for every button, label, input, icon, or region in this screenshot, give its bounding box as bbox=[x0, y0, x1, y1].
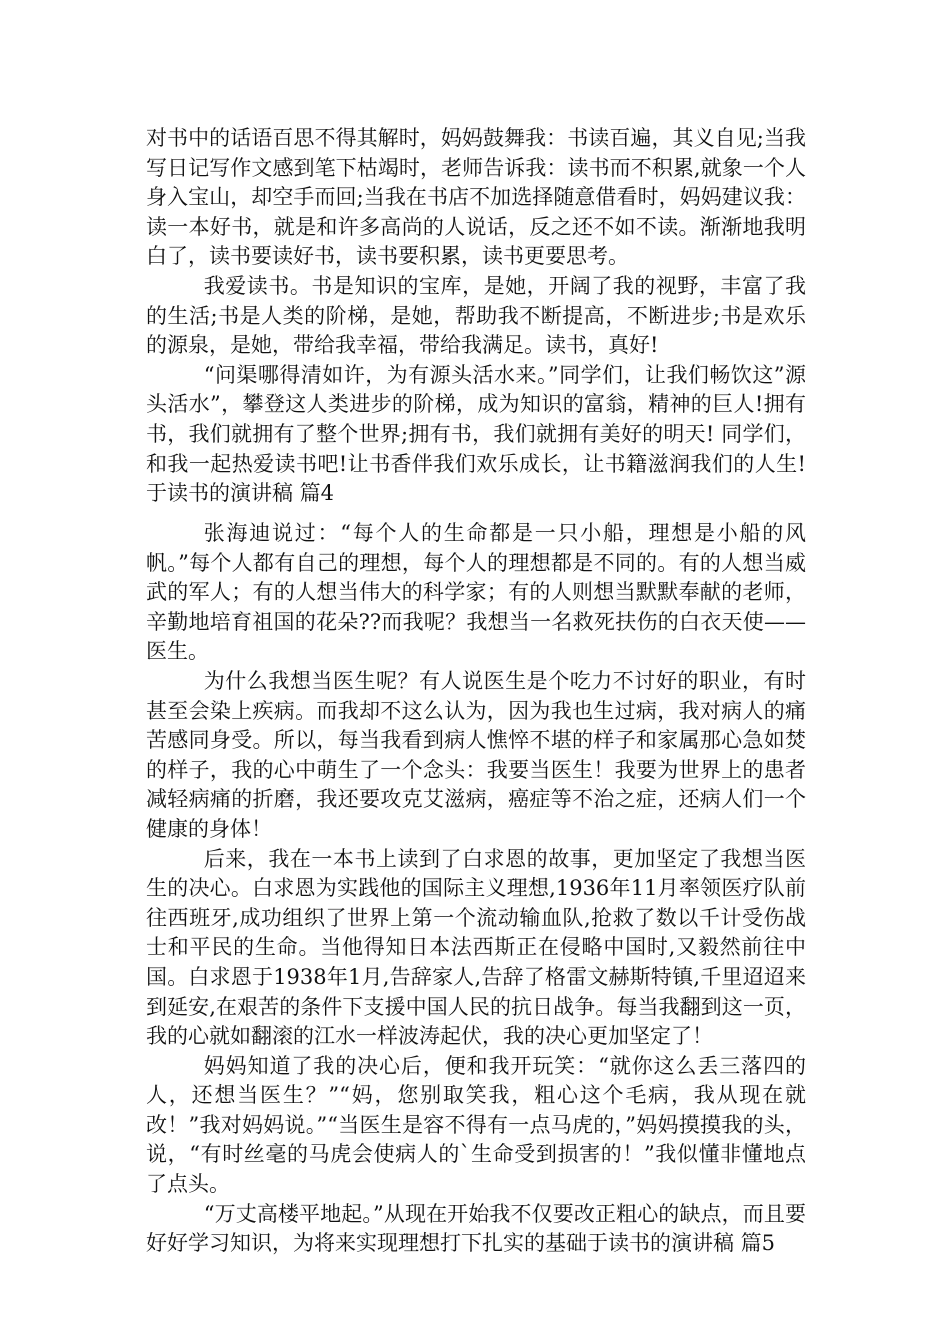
paragraph-reading-advice: 对书中的话语百思不得其解时，妈妈鼓舞我：书读百遍，其义自见;当我写日记写作文感到笔下枯竭时，老师告诉我：读书而不积累,就象一个人身入宝山，却空手而回;当我在书店不加选择随意借看时，妈妈建议我：读一本好书，就是和许多高尚的人说话，反之还不如不读。渐渐地我明白了，读书要读好书，读书要积累，读书更要思考。 bbox=[146, 126, 806, 269]
paragraph-love-reading: 我爱读书。书是知识的宝库，是她，开阔了我的视野，丰富了我的生活;书是人类的阶梯，是她，帮助我不断提高，不断进步;书是欢乐的源泉，是她，带给我幸福，带给我满足。读书，真好! bbox=[146, 273, 806, 358]
paragraph-resolution: “万丈高楼平地起。”从现在开始我不仅要改正粗心的缺点，而且要好好学习知识，为将来实现理想打下扎实的基础于读书的演讲稿 篇5 bbox=[146, 1201, 806, 1256]
speech-section-4 bbox=[146, 519, 806, 1259]
paragraph-closing-call: “问渠哪得清如许，为有源头活水来。”同学们，让我们畅饮这”源头活水”，攀登这人类进步的阶梯，成为知识的富翁，精神的巨人!拥有书，我们就拥有了整个世界;拥有书，我们就拥有美好的明天! 同学们，和我一起热爱读书吧!让书香伴我们欢乐成长，让书籍滋润我们的人生!于读书的演讲稿 篇4 bbox=[146, 362, 806, 506]
paragraph-dream-intro: 张海迪说过：“每个人的生命都是一只小船，理想是小船的风帆。”每个人都有自己的理想，每个人的理想都是不同的。有的人想当威武的军人；有的人想当伟大的科学家；有的人则想当默默奉献的老师，辛勤地培育祖国的花朵??而我呢？我想当一名救死扶伤的白衣天使——医生。 bbox=[146, 521, 806, 664]
speech-section-3-continued bbox=[146, 124, 806, 509]
paragraph-mother-joke: 妈妈知道了我的决心后，便和我开玩笑：“就你这么丢三落四的人，还想当医生？”“妈，您别取笑我，粗心这个毛病，我从现在就改！”我对妈妈说。”“当医生是容不得有一点马虎的，”妈妈摸摸我的头，说，“有时丝毫的马虎会使病人的`生命受到损害的！”我似懂非懂地点了点头。 bbox=[146, 1053, 806, 1197]
paragraph-bethune-story: 后来，我在一本书上读到了白求恩的故事，更加坚定了我想当医生的决心。白求恩为实践他的国际主义理想,1936年11月率领医疗队前往西班牙,成功组织了世界上第一个流动输血队,抢救了数以千计受伤战士和平民的生命。当他得知日本法西斯正在侵略中国时,又毅然前往中国。白求恩于1938年1月,告辞家人,告辞了格雷文赫斯特镇,千里迢迢来到延安,在艰苦的条件下支援中国人民的抗日战争。每当我翻到这一页，我的心就如翻滚的江水一样波涛起伏，我的决心更加坚定了！ bbox=[146, 846, 806, 1049]
paragraph-why-doctor: 为什么我想当医生呢？有人说医生是个吃力不讨好的职业，有时甚至会染上疾病。而我却不这么认为，因为我也生过病，我对病人的痛苦感同身受。所以，每当我看到病人憔悴不堪的样子和家属那心急如焚的样子，我的心中萌生了一个念头：我要当医生！我要为世界上的患者减轻病痛的折磨，我还要攻克艾滋病，癌症等不治之症，还病人们一个健康的身体！ bbox=[146, 668, 806, 841]
